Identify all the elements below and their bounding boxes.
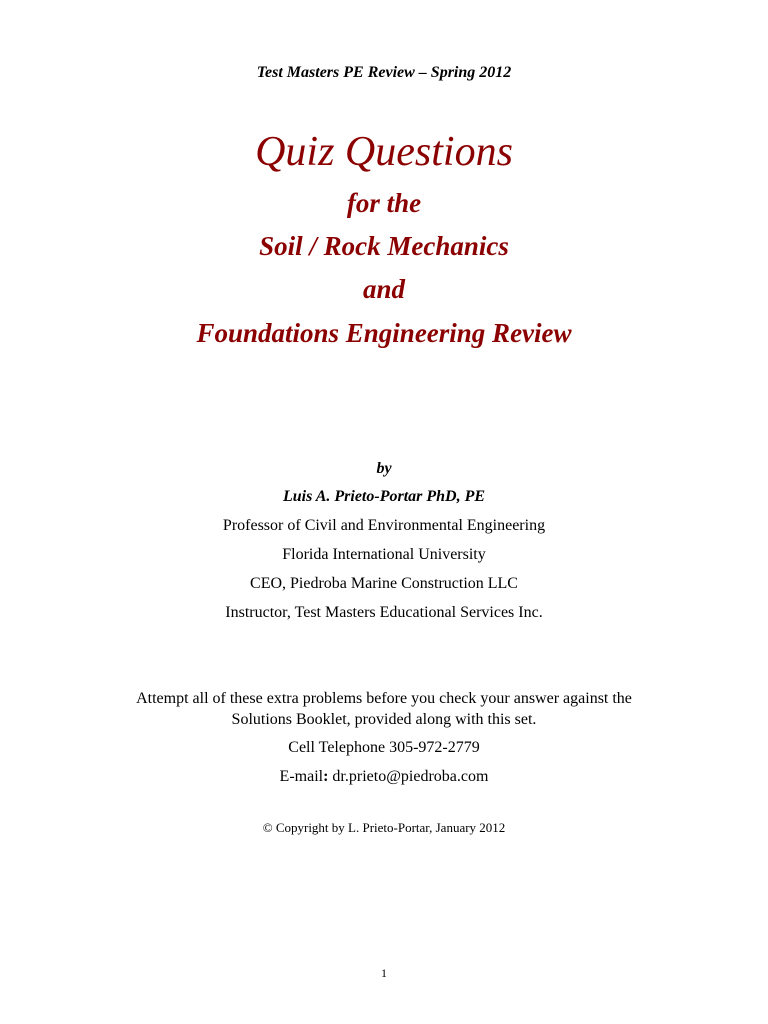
email-address: dr.prieto@piedroba.com — [328, 768, 489, 785]
page-header: Test Masters PE Review – Spring 2012 — [256, 64, 512, 81]
by-label: by — [376, 460, 392, 477]
email-separator: : — [323, 768, 329, 785]
author-name: Luis A. Prieto-Portar PhD, PE — [282, 488, 486, 505]
email-label: E-mail — [279, 768, 324, 785]
affiliation-4: Instructor, Test Masters Educational Services Inc. — [225, 604, 543, 621]
subtitle-line-1: for the — [346, 188, 422, 218]
instruction-line-1: Attempt all of these extra problems before you check your answer against the — [136, 690, 632, 707]
copyright-notice: © Copyright by L. Prieto-Portar, January 2012 — [262, 820, 506, 835]
subtitle-line-3: and — [362, 274, 406, 304]
subtitle-line-4: Foundations Engineering Review — [196, 318, 572, 348]
affiliation-2: Florida International University — [282, 546, 486, 563]
page-number: 1 — [381, 966, 387, 980]
phone-number: Cell Telephone 305-972-2779 — [288, 739, 480, 756]
page-title: Quiz Questions — [255, 129, 513, 175]
instruction-line-2: Solutions Booklet, provided along with this set. — [231, 711, 537, 728]
email-line — [0, 768, 768, 786]
affiliation-1: Professor of Civil and Environmental Engineering — [222, 517, 546, 534]
subtitle-line-2: Soil / Rock Mechanics — [259, 231, 509, 261]
affiliation-3: CEO, Piedroba Marine Construction LLC — [250, 575, 518, 592]
